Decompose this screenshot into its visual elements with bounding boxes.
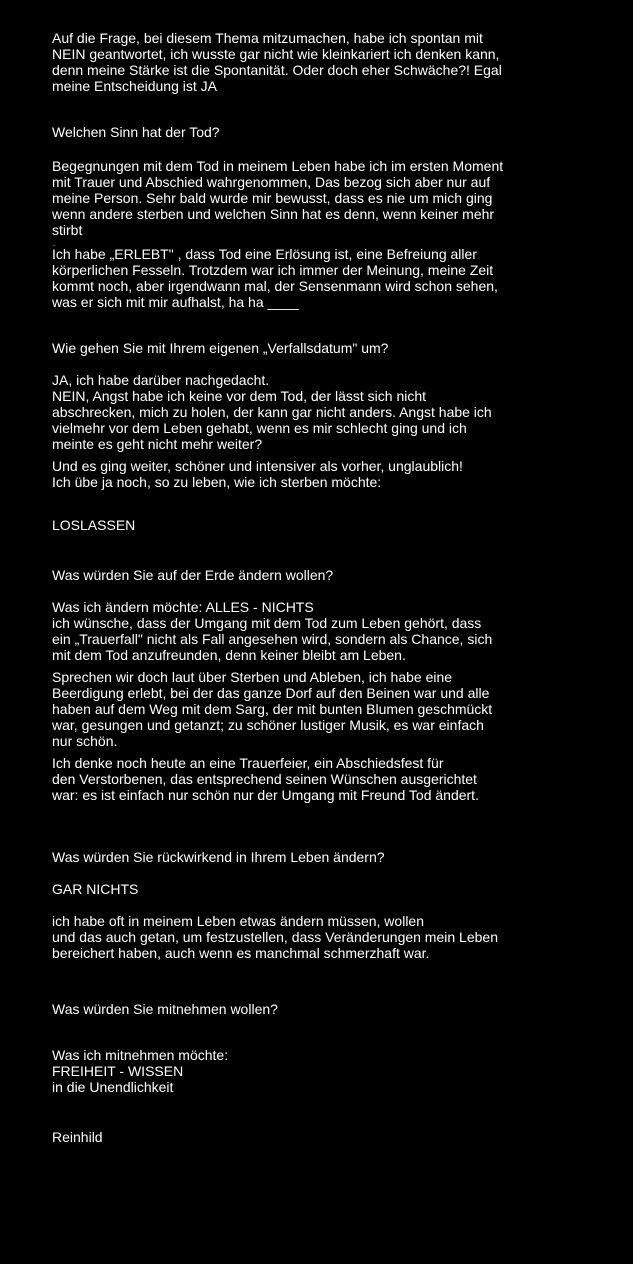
text-line: ich wünsche, dass der Umgang mit dem Tod zum Leben gehört, dass [52,615,482,631]
text-line: was er sich mit mir aufhalst, ha ha ____ [52,294,299,310]
text-line: wenn andere sterben und welchen Sinn hat es denn, wenn keiner mehr [52,206,495,222]
text-line: meinte es geht nicht mehr weiter? [52,436,263,452]
answer-keyword: GAR NICHTS [52,881,139,897]
answer-paragraph [52,458,612,490]
signature: Reinhild [52,1129,103,1145]
text-line: Was ich mitnehmen möchte: [52,1047,229,1063]
text-line: abschrecken, mich zu holen, der kann gar nicht anders. Angst habe ich [52,404,492,420]
text-line: Ich habe „ERLEBT" , dass Tod eine Erlösung ist, eine Befreiung aller [52,246,477,262]
text-line: vielmehr vor dem Leben gehabt, wenn es mir schlecht ging und ich [52,420,467,436]
text-line: stirbt [52,222,83,238]
text-line: Sprechen wir doch laut über Sterben und Ableben, ich habe eine [52,669,453,685]
answer-paragraph [52,246,612,310]
text-line: kommt noch, aber irgendwann mal, der Sensenmann wird schon sehen, [52,278,498,294]
answer-paragraph [52,669,612,749]
text-line: den Verstorbenen, das entsprechend seinen Wünschen ausgerichtet [52,771,477,787]
text-line: Ich übe ja noch, so zu leben, wie ich sterben möchte: [52,474,382,490]
answer-paragraph [52,372,612,452]
intro-paragraph [52,30,612,94]
text-line: meine Person. Sehr bald wurde mir bewusst, dass es nie um mich ging [52,190,493,206]
text-line: nur schön. [52,733,118,749]
answer-paragraph [52,599,612,663]
text-line: Beerdigung erlebt, bei der das ganze Dorf auf den Beinen war und alle [52,685,490,701]
text-line: JA, ich habe darüber nachgedacht. [52,372,270,388]
text-line: meine Entscheidung ist JA [52,78,217,94]
document-body [52,30,612,1145]
text-line: haben auf dem Weg mit dem Sarg, der mit bunten Blumen geschmückt [52,701,493,717]
text-line: NEIN, Angst habe ich keine vor dem Tod, der lässt sich nicht [52,388,427,404]
text-line: und das auch getan, um festzustellen, dass Veränderungen mein Leben [52,929,498,945]
text-line: NEIN geantwortet, ich wusste gar nicht wie kleinkariert ich denken kann, [52,46,500,62]
text-line: mit dem Tod anzufreunden, denn keiner bleibt am Leben. [52,647,406,663]
text-line: war: es ist einfach nur schön nur der Umgang mit Freund Tod ändert. [52,787,479,803]
text-line: Ich denke noch heute an eine Trauerfeier, ein Abschiedsfest für [52,755,444,771]
text-line: in die Unendlichkeit [52,1079,174,1095]
answer-paragraph [52,755,612,803]
text-line: Und es ging weiter, schöner und intensiver als vorher, unglaublich! [52,458,463,474]
text-line: . [52,238,56,246]
answer-keyword: LOSLASSEN [52,517,136,533]
question-heading: Was würden Sie auf der Erde ändern wollen? [52,567,334,583]
text-line: mit Trauer und Abschied wahrgenommen, Das bezog sich aber nur auf [52,174,491,190]
text-line: körperlichen Fesseln. Trotzdem war ich immer der Meinung, meine Zeit [52,262,494,278]
text-line: war, gesungen und getanzt; zu schöner lustiger Musik, es war einfach [52,717,484,733]
question-heading: Was würden Sie rückwirkend in Ihrem Leben ändern? [52,849,385,865]
question-heading: Wie gehen Sie mit Ihrem eigenen „Verfallsdatum" um? [52,340,389,356]
text-line: FREIHEIT - WISSEN [52,1063,184,1079]
answer-paragraph [52,913,612,961]
text-line: Was ich ändern möchte: ALLES - NICHTS [52,599,314,615]
question-heading: Was würden Sie mitnehmen wollen? [52,1001,278,1017]
text-line: denn meine Stärke ist die Spontanität. Oder doch eher Schwäche?! Egal [52,62,502,78]
answer-paragraph [52,1047,612,1095]
text-line: Begegnungen mit dem Tod in meinem Leben habe ich im ersten Moment [52,158,504,174]
text-line: ein „Trauerfall" nicht als Fall angesehen wird, sondern als Chance, sich [52,631,493,647]
answer-paragraph [52,158,612,246]
text-line: bereichert haben, auch wenn es manchmal schmerzhaft war. [52,945,430,961]
text-line: ich habe oft in meinem Leben etwas ändern müssen, wollen [52,913,424,929]
question-heading: Welchen Sinn hat der Tod? [52,124,220,140]
text-line: Auf die Frage, bei diesem Thema mitzumachen, habe ich spontan mit [52,30,483,46]
